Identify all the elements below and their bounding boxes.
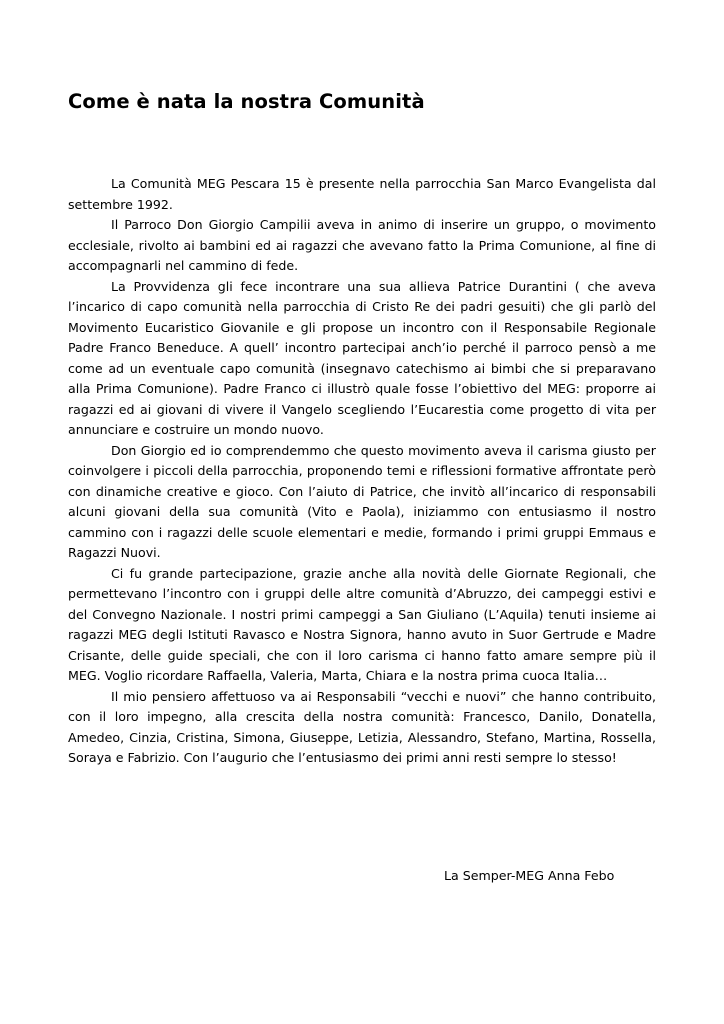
paragraph-founding: La Comunità MEG Pescara 15 è presente nella parrocchia San Marco Evangelista dal settembre 1992. bbox=[68, 176, 656, 212]
paragraph-parish-priest: Il Parroco Don Giorgio Campilii aveva in animo di inserire un gruppo, o movimento ecclesiale, rivolto ai bambini ed ai ragazzi che avevano fatto la Prima Comunione, al fine di accompagnarli nel cammino di fede. bbox=[68, 217, 656, 273]
author-signature: La Semper-MEG Anna Febo bbox=[444, 868, 615, 883]
paragraph-beginnings: Don Giorgio ed io comprendemmo che questo movimento aveva il carisma giusto per coinvolgere i piccoli della parrocchia, proponendo temi e riflessioni formative affrontate però con dinamiche creative e gioco. Con l’aiuto di Patrice, che invitò all’incarico di responsabili alcuni giovani della sua comunità (Vito e Paola), iniziammo con entusiasmo il nostro cammino con i ragazzi delle scuole elementari e medie, formando i primi gruppi Emmaus e Ragazzi Nuovi. bbox=[68, 442, 656, 560]
paragraph-providence: La Provvidenza gli fece incontrare una sua allieva Patrice Durantini ( che aveva l’incarico di capo comunità nella parrocchia di Cristo Re dei padri gesuiti) che gli parlò del Movimento Eucaristico Giovanile e gli propose un incontro con il Responsabile Regionale Padre Franco Beneduce. A quell’ incontro partecipai anch’io perché il parroco pensò a me come ad un eventuale capo comunità (insegnavo catechismo ai bimbi che si preparavano alla Prima Comunione). Padre Franco ci illustrò quale fosse l’obiettivo del MEG: proporre ai ragazzi ed ai giovani di vivere il Vangelo scegliendo l’Eucarestia come progetto di vita per annunciare e costruire un mondo nuovo. bbox=[68, 278, 656, 437]
article-body bbox=[68, 174, 656, 769]
paragraph-thanks: Il mio pensiero affettuoso va ai Responsabili “vecchi e nuovi” che hanno contribuito, con il loro impegno, alla crescita della nostra comunità: Francesco, Danilo, Donatella, Amedeo, Cinzia, Cristina, Simona, Giuseppe, Letizia, Alessandro, Stefano, Martina, Rossella, Soraya e Fabrizio. Con l’augurio che l’entusiasmo dei primi anni resti sempre lo stesso! bbox=[68, 688, 656, 765]
paragraph-participation: Ci fu grande partecipazione, grazie anche alla novità delle Giornate Regionali, che permettevano l’incontro con i gruppi delle altre comunità d’Abruzzo, dei campeggi estivi e del Convegno Nazionale. I nostri primi campeggi a San Giuliano (L’Aquila) tenuti insieme ai ragazzi MEG degli Istituti Ravasco e Nostra Signora, hanno avuto in Suor Gertrude e Madre Crisante, delle guide speciali, che con il loro carisma ci hanno fatto amare sempre più il MEG. Voglio ricordare Raffaella, Valeria, Marta, Chiara e la nostra prima cuoca Italia… bbox=[68, 565, 656, 683]
page-title: Come è nata la nostra Comunità bbox=[68, 90, 425, 113]
